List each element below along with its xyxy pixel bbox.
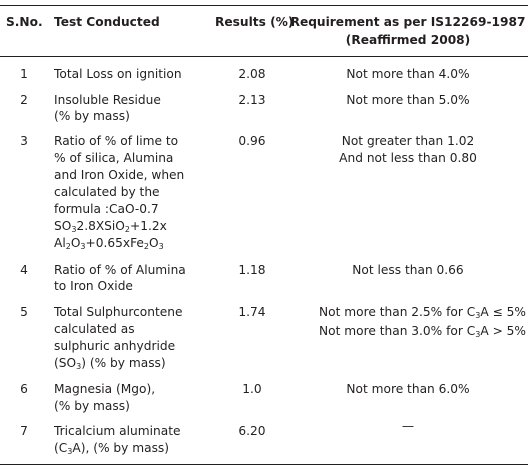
row-requirement: Not more than 3.0% for $C_3A > 5\%$ bbox=[319, 324, 526, 339]
row-test-line: Total Loss on ignition bbox=[54, 67, 182, 81]
row-test-line: Magnesia (Mgo), bbox=[54, 382, 156, 396]
row-sno: 1 bbox=[20, 67, 28, 81]
formula-line: $Al_2O_3+0.65xFe_2O_3$ bbox=[54, 236, 164, 251]
row-requirement: Not more than 2.5% for $C_3A \le 5\%$ bbox=[319, 305, 526, 320]
row-requirement: Not more than 5.0% bbox=[346, 93, 470, 107]
row-result: 1.0 bbox=[242, 382, 262, 396]
row-test-line: and Iron Oxide, when bbox=[54, 168, 185, 182]
row-test-line: $(C_3A)$, (% by mass) bbox=[54, 441, 170, 456]
row-requirement: And not less than 0.80 bbox=[339, 151, 477, 165]
row-test-line: (% by mass) bbox=[54, 109, 130, 123]
row-test-line: (% by mass) bbox=[54, 399, 130, 413]
row-test-line: Ratio of % of lime to bbox=[54, 134, 179, 148]
row-sno: 5 bbox=[20, 305, 28, 319]
row-test-line: Tricalcium aluminate bbox=[54, 424, 181, 438]
row-requirement: — bbox=[401, 419, 415, 433]
row-sno: 2 bbox=[20, 93, 28, 107]
row-result: 1.74 bbox=[238, 305, 266, 319]
row-test-line: to Iron Oxide bbox=[54, 279, 133, 293]
row-result: 2.13 bbox=[238, 93, 266, 107]
row-sno: 7 bbox=[20, 424, 28, 438]
row-requirement: Not less than 0.66 bbox=[352, 263, 464, 277]
row-result: 6.20 bbox=[238, 424, 266, 438]
formula-line: $SO_32.8XSiO_2+1.2x$ bbox=[54, 219, 167, 234]
header-requirement: Requirement as per IS12269-1987 bbox=[290, 15, 526, 29]
row-result: 2.08 bbox=[238, 67, 266, 81]
row-result: 0.96 bbox=[238, 134, 266, 148]
row-test-line: formula :CaO-0.7 bbox=[54, 202, 159, 216]
row-requirement: Not greater than 1.02 bbox=[341, 134, 475, 148]
row-test-line: calculated as bbox=[54, 322, 135, 336]
row-test-line: Total Sulphurcontene bbox=[54, 305, 183, 319]
header-test-conducted: Test Conducted bbox=[54, 15, 160, 29]
row-requirement: Not more than 4.0% bbox=[346, 67, 470, 81]
header-sno: S.No. bbox=[6, 15, 43, 29]
header-bottom-rule bbox=[0, 56, 528, 57]
row-test-line: Insoluble Residue bbox=[54, 93, 161, 107]
row-test-line: sulphuric anhydride bbox=[54, 339, 176, 353]
row-sno: 4 bbox=[20, 263, 28, 277]
row-requirement: Not more than 6.0% bbox=[346, 382, 470, 396]
row-test-line: calculated by the bbox=[54, 185, 160, 199]
row-sno: 3 bbox=[20, 134, 28, 148]
row-test-line: % of silica, Alumina bbox=[54, 151, 174, 165]
row-result: 1.18 bbox=[238, 263, 266, 277]
header-results: Results (%) bbox=[215, 15, 294, 29]
header-requirement-note: (Reaffirmed 2008) bbox=[345, 33, 471, 47]
row-test-line: Ratio of % of Alumina bbox=[54, 263, 186, 277]
table-top-rule bbox=[0, 5, 528, 6]
row-sno: 6 bbox=[20, 382, 28, 396]
table-bottom-rule bbox=[0, 464, 528, 465]
row-test-line: $(SO_3)$ (% by mass) bbox=[54, 356, 166, 371]
